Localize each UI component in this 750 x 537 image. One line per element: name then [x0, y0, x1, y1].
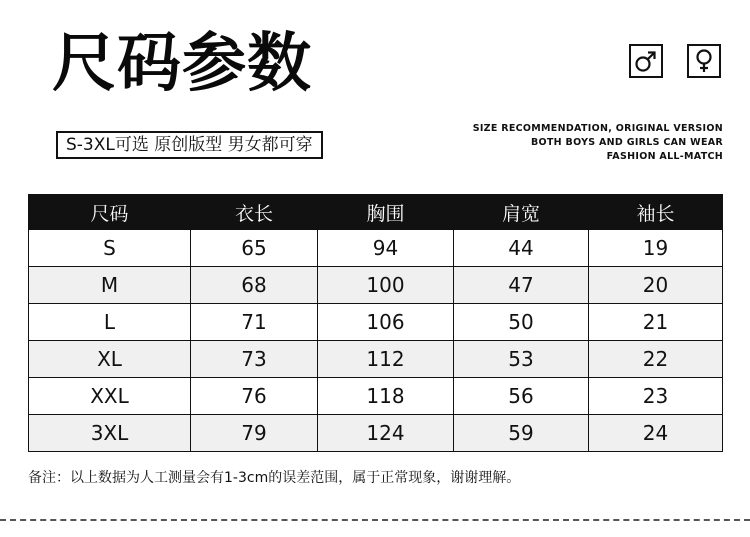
header-shoulder: 肩宽	[454, 195, 589, 230]
table-row	[29, 341, 723, 378]
table-cell: 118	[318, 378, 454, 415]
size-chart-table	[28, 194, 723, 452]
table-cell: S	[29, 230, 191, 267]
table-cell: 3XL	[29, 415, 191, 452]
table-row	[29, 267, 723, 304]
table-cell: M	[29, 267, 191, 304]
table-cell: 47	[454, 267, 589, 304]
table-cell: 19	[589, 230, 723, 267]
english-line-2: BOTH BOYS AND GIRLS CAN WEAR	[530, 137, 723, 148]
header-chest: 胸围	[318, 195, 454, 230]
table-cell: 22	[589, 341, 723, 378]
page-title: 尺码参数	[52, 27, 312, 101]
table-cell: 65	[191, 230, 318, 267]
table-cell: 24	[589, 415, 723, 452]
header-sleeve: 袖长	[589, 195, 723, 230]
table-cell: 124	[318, 415, 454, 452]
table-cell: 71	[191, 304, 318, 341]
male-symbol-badge	[629, 44, 663, 78]
table-cell: 50	[454, 304, 589, 341]
table-cell: 73	[191, 341, 318, 378]
table-row	[29, 378, 723, 415]
table-row	[29, 415, 723, 452]
table-row	[29, 230, 723, 267]
female-symbol-icon	[691, 48, 717, 74]
table-cell: 21	[589, 304, 723, 341]
english-line-1: SIZE RECOMMENDATION, ORIGINAL VERSION	[472, 123, 723, 134]
table-cell: XXL	[29, 378, 191, 415]
header-length: 衣长	[191, 195, 318, 230]
table-cell: 106	[318, 304, 454, 341]
table-cell: 94	[318, 230, 454, 267]
measurement-note: 备注：以上数据为人工测量会有1-3cm的误差范围，属于正常现象，谢谢理解。	[28, 470, 521, 486]
table-cell: 112	[318, 341, 454, 378]
english-tagline	[473, 122, 723, 164]
male-symbol-icon	[633, 48, 659, 74]
table-cell: 100	[318, 267, 454, 304]
table-cell: 56	[454, 378, 589, 415]
header-size: 尺码	[29, 195, 191, 230]
table-cell: XL	[29, 341, 191, 378]
english-line-3: FASHION ALL-MATCH	[606, 151, 723, 162]
female-symbol-badge	[687, 44, 721, 78]
table-header-row	[29, 195, 723, 230]
table-cell: 44	[454, 230, 589, 267]
table-cell: L	[29, 304, 191, 341]
dashed-divider	[0, 519, 750, 521]
table-cell: 76	[191, 378, 318, 415]
table-cell: 59	[454, 415, 589, 452]
table-row	[29, 304, 723, 341]
table-cell: 79	[191, 415, 318, 452]
table-cell: 68	[191, 267, 318, 304]
table-cell: 23	[589, 378, 723, 415]
size-range-subtitle: S-3XL可选 原创版型 男女都可穿	[56, 131, 323, 159]
table-cell: 20	[589, 267, 723, 304]
table-cell: 53	[454, 341, 589, 378]
